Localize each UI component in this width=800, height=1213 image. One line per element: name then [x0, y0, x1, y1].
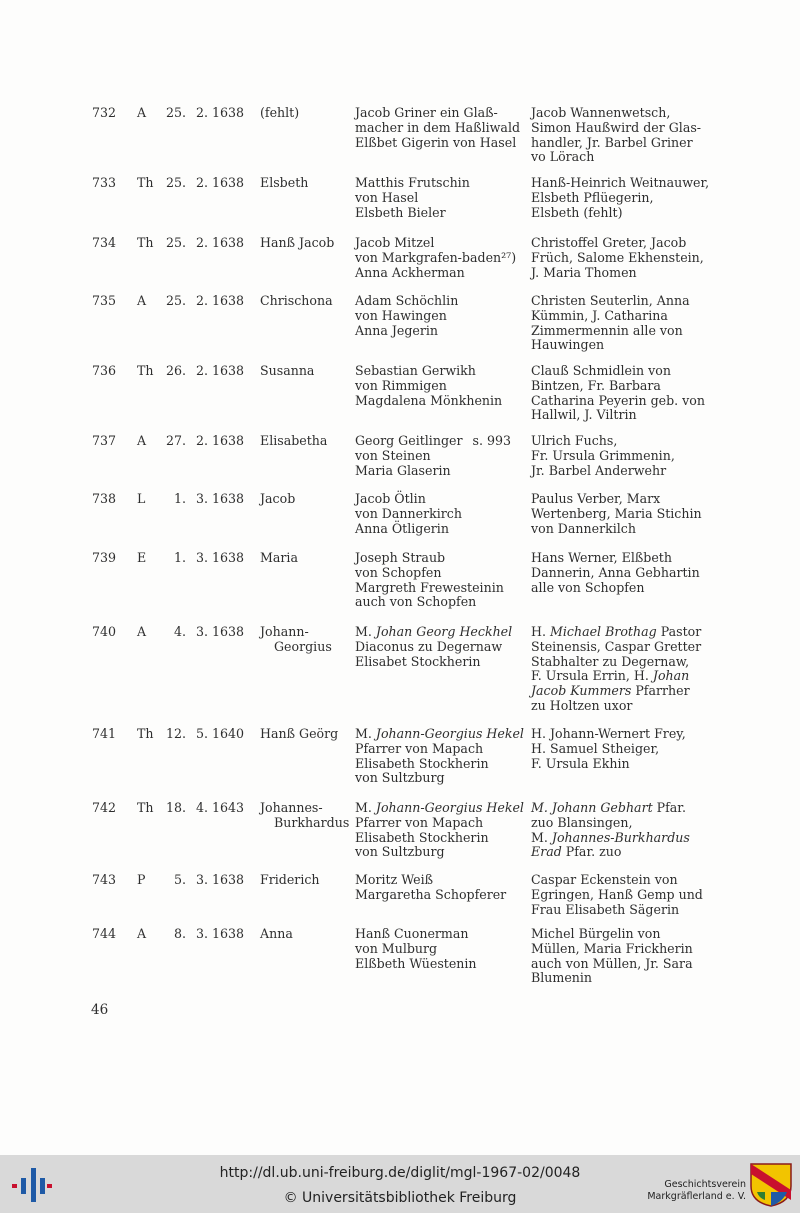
godparents-line: F. Ursula Ekhin [531, 755, 630, 771]
godparents [531, 801, 731, 860]
child-name-line: Jacob [260, 491, 296, 506]
godparents-line: Frau Elisabeth Sägerin [531, 901, 680, 917]
baptism-day: 12. [165, 726, 186, 741]
parents-line: Margreth Frewesteinin [355, 579, 504, 595]
child-name [260, 176, 352, 191]
denomination-mark: Th [137, 175, 154, 190]
parents-line: Diaconus zu Degernaw [355, 638, 503, 654]
parents-line: von Sultzburg [355, 844, 445, 860]
godparents-line: Wertenberg, Maria Stichin [531, 505, 702, 521]
child-name-line: Johannes- [260, 800, 323, 815]
baptism-date: 4. 1643 [196, 800, 245, 815]
baptism-date: 3. 1638 [196, 491, 245, 506]
godparents [531, 625, 731, 714]
denomination-mark: A [137, 105, 147, 120]
child-name-line: Maria [260, 550, 298, 565]
godparents-line: Kümmin, J. Catharina [531, 307, 668, 323]
godparents-line: Stabhalter zu Degernaw, [531, 653, 690, 669]
parents [355, 625, 527, 669]
baptism-day: 25. [165, 293, 186, 308]
baptism-date: 2. 1638 [196, 433, 245, 448]
godparents-line: zuo Blansingen, [531, 814, 633, 830]
parents-line: Elisabeth Stockherin [355, 829, 489, 845]
baptism-date: 3. 1638 [196, 872, 245, 887]
godparents-line: Dannerin, Anna Gebhartin [531, 564, 700, 580]
baptism-day: 1. [173, 491, 186, 506]
society-name [640, 1179, 746, 1203]
entry-number: 735 [92, 293, 117, 308]
godparents-line: Steinensis, Caspar Gretter [531, 638, 702, 654]
baptism-date: 2. 1638 [196, 105, 245, 120]
godparents [531, 927, 731, 986]
entry-number: 732 [92, 105, 117, 120]
godparents-line: Jacob Kummers Pfarrher [531, 683, 690, 699]
parents-line: Elßbeth Wüestenin [355, 955, 477, 971]
child-name-line: Elsbeth [260, 175, 309, 190]
parents-line: Maria Glaserin [355, 462, 451, 478]
godparents-line: Clauß Schmidlein von [531, 363, 671, 378]
child-name [260, 801, 352, 831]
entry-number: 741 [92, 726, 117, 741]
godparents-line: Catharina Peyerin geb. von [531, 392, 705, 408]
parents [355, 434, 527, 478]
denomination-mark: L [137, 491, 146, 506]
entry-number: 744 [92, 926, 117, 941]
godparents-line: handler, Jr. Barbel Griner [531, 134, 693, 150]
parents-line: von Schopfen [355, 564, 442, 580]
child-name [260, 927, 352, 942]
denomination-mark: E [137, 550, 147, 565]
parents-line: Georg Geitlinger [355, 433, 463, 448]
parents-line: von Rimmigen [355, 377, 447, 393]
child-name-line: Hanß Jacob [260, 235, 335, 250]
godparents [531, 434, 731, 478]
godparents-line: zu Holtzen uxor [531, 697, 633, 713]
denomination-mark: Th [137, 363, 154, 378]
parents-line: Elisabeth Stockherin [355, 755, 489, 771]
denomination-mark: A [137, 293, 147, 308]
parents [355, 727, 527, 786]
baptism-date: 3. 1638 [196, 926, 245, 941]
parents [355, 551, 527, 610]
godparents-line: Paulus Verber, Marx [531, 491, 661, 506]
parents-line: M. Johann-Georgius Hekel [355, 800, 524, 815]
child-name-line: Burkhardus [274, 814, 350, 830]
godparents-line: Fr. Ursula Grimmenin, [531, 447, 675, 463]
parents [355, 801, 527, 860]
godparents-line: auch von Müllen, Jr. Sara [531, 955, 693, 971]
godparents-line: Hanß-Heinrich Weitnauwer, [531, 175, 710, 190]
godparents-line: M. Johannes-Burkhardus [531, 829, 690, 845]
godparents-line: Elsbeth Pflüegerin, [531, 189, 654, 205]
child-name-line: Elisabetha [260, 433, 328, 448]
entry-number: 738 [92, 491, 117, 506]
viewer-footer [0, 1155, 800, 1213]
godparents [531, 294, 731, 353]
denomination-mark: P [137, 872, 146, 887]
child-name [260, 492, 352, 507]
godparents-line: Hallwil, J. Viltrin [531, 407, 637, 423]
parents-line: macher in dem Haßliwald [355, 119, 521, 135]
parents-line: Hanß Cuonerman [355, 926, 469, 941]
godparents-line: vo Lörach [531, 149, 595, 165]
parents-line: Sebastian Gerwikh [355, 363, 476, 378]
godparents [531, 364, 731, 423]
parents-line: Joseph Straub [355, 550, 446, 565]
godparents-line: Hauwingen [531, 337, 605, 353]
baptism-day: 25. [165, 175, 186, 190]
parents-line: Jacob Mitzel [355, 235, 435, 250]
godparents-line: Hans Werner, Elßbeth [531, 550, 672, 565]
godparents-line: Zimmermennin alle von [531, 322, 683, 338]
godparents-line: M. Johann Gebhart Pfar. [531, 800, 686, 815]
parents [355, 492, 527, 536]
godparents-line: H. Michael Brothag Pastor [531, 624, 702, 639]
godparents [531, 551, 731, 595]
godparents-line: Christoffel Greter, Jacob [531, 235, 687, 250]
entry-number: 733 [92, 175, 117, 190]
parents-line: von Mulburg [355, 940, 438, 956]
godparents-line: Blumenin [531, 970, 593, 986]
baptism-day: 27. [165, 433, 186, 448]
godparents-line: Früch, Salome Ekhenstein, [531, 249, 704, 265]
godparents-line: Simon Haußwird der Glas- [531, 119, 702, 135]
entry-number: 743 [92, 872, 117, 887]
godparents [531, 727, 731, 771]
child-name [260, 727, 352, 742]
godparents [531, 176, 731, 220]
baptism-date: 3. 1638 [196, 624, 245, 639]
denomination-mark: Th [137, 235, 154, 250]
denomination-mark: A [137, 433, 147, 448]
child-name-line: Johann- [260, 624, 309, 639]
society-name-line: Geschichtsverein [664, 1179, 746, 1190]
entry-number: 739 [92, 550, 117, 565]
godparents-line: J. Maria Thomen [531, 264, 637, 280]
parents-line: von Hasel [355, 189, 419, 205]
parents-line: Elsbeth Bieler [355, 204, 446, 220]
godparents-line: Michel Bürgelin von [531, 926, 661, 941]
entry-number: 742 [92, 800, 117, 815]
parents-line: Matthis Frutschin [355, 175, 470, 190]
society-name-line: Markgräflerland e. V. [647, 1191, 746, 1202]
denomination-mark: Th [137, 726, 154, 741]
baptism-day: 5. [173, 872, 186, 887]
parents-line: Margaretha Schopferer [355, 886, 507, 902]
parents-line: Magdalena Mönkhenin [355, 392, 503, 408]
child-name [260, 294, 352, 309]
parents [355, 364, 527, 408]
godparents-line: alle von Schopfen [531, 579, 645, 595]
parents-line: Anna Jegerin [355, 322, 439, 338]
child-name-line: Susanna [260, 363, 315, 378]
parents [355, 873, 527, 903]
godparents-line: Bintzen, Fr. Barbara [531, 377, 661, 393]
child-name [260, 236, 352, 251]
parents-line: Anna Ackherman [355, 264, 465, 280]
godparents-line: Jr. Barbel Anderwehr [531, 462, 667, 478]
denomination-mark: A [137, 926, 147, 941]
parents-line: von Markgrafen-baden²⁷) [355, 249, 517, 265]
godparents-line: Ulrich Fuchs, [531, 433, 618, 448]
godparents-line: H. Johann-Wernert Frey, [531, 726, 686, 741]
child-name [260, 873, 352, 888]
godparents-line: Christen Seuterlin, Anna [531, 293, 690, 308]
godparents-line: von Dannerkilch [531, 520, 636, 536]
godparents-line: H. Samuel Stheiger, [531, 740, 660, 756]
parents-line: Jacob Griner ein Glaß- [355, 105, 498, 120]
baptism-date: 2. 1638 [196, 293, 245, 308]
child-name [260, 364, 352, 379]
parents-line: Adam Schöchlin [355, 293, 459, 308]
parents-line: Pfarrer von Mapach [355, 740, 484, 756]
document-url[interactable]: http://dl.ub.uni-freiburg.de/diglit/mgl-1967-02/0048 [219, 1165, 581, 1181]
copyright-notice: © Universitätsbibliothek Freiburg [283, 1190, 517, 1206]
child-name [260, 106, 352, 121]
child-name-line: Chrischona [260, 293, 333, 308]
godparents [531, 106, 731, 165]
godparents-line: Caspar Eckenstein von [531, 872, 678, 887]
godparents [531, 236, 731, 280]
parents-line: von Hawingen [355, 307, 447, 323]
parents-line: von Steinen [355, 447, 431, 463]
parents-line: M. Johann-Georgius Hekel [355, 726, 524, 741]
baptism-day: 1. [173, 550, 186, 565]
denomination-mark: Th [137, 800, 154, 815]
coat-of-arms-icon [749, 1162, 793, 1208]
parents [355, 294, 527, 338]
parents-line: Elßbet Gigerin von Hasel [355, 134, 517, 150]
baptism-date: 2. 1638 [196, 235, 245, 250]
parents [355, 176, 527, 220]
child-name [260, 625, 352, 655]
baptism-day: 25. [165, 235, 186, 250]
baptism-date: 2. 1638 [196, 175, 245, 190]
godparents-line: Elsbeth (fehlt) [531, 204, 623, 220]
child-name [260, 551, 352, 566]
cross-reference: s. 993 [472, 433, 511, 448]
page-number: 46 [91, 1002, 109, 1018]
parents [355, 236, 527, 280]
baptism-day: 4. [173, 624, 186, 639]
parents-line: auch von Schopfen [355, 594, 477, 610]
entry-number: 734 [92, 235, 117, 250]
child-name-line: Hanß Geörg [260, 726, 339, 741]
entry-number: 736 [92, 363, 117, 378]
godparents [531, 492, 731, 536]
entry-number: 740 [92, 624, 117, 639]
parents [355, 106, 527, 150]
baptism-date: 5. 1640 [196, 726, 245, 741]
baptism-date: 3. 1638 [196, 550, 245, 565]
godparents [531, 873, 731, 917]
godparents-line: Müllen, Maria Frickherin [531, 940, 693, 956]
godparents-line: Egringen, Hanß Gemp und [531, 886, 703, 902]
child-name-line: (fehlt) [260, 105, 300, 120]
parents-line: Pfarrer von Mapach [355, 814, 484, 830]
parents-line: Elisabet Stockherin [355, 653, 481, 669]
parents-line: Jacob Ötlin [355, 491, 426, 506]
parents-line: Anna Ötligerin [355, 520, 449, 536]
child-name [260, 434, 352, 449]
baptism-date: 2. 1638 [196, 363, 245, 378]
child-name-line: Friderich [260, 872, 320, 887]
parents-line: von Sultzburg [355, 770, 445, 786]
baptism-day: 25. [165, 105, 186, 120]
baptism-day: 8. [173, 926, 186, 941]
godparents-line: F. Ursula Errin, H. Johan [531, 668, 690, 684]
godparents-line: Erad Pfar. zuo [531, 844, 622, 860]
parents [355, 927, 527, 971]
baptism-day: 18. [165, 800, 186, 815]
baptism-day: 26. [165, 363, 186, 378]
parents-line: von Dannerkirch [355, 505, 462, 521]
child-name-line: Georgius [274, 638, 332, 654]
parents-line: Moritz Weiß [355, 872, 434, 887]
godparents-line: Jacob Wannenwetsch, [531, 105, 671, 120]
entry-number: 737 [92, 433, 117, 448]
child-name-line: Anna [260, 926, 293, 941]
denomination-mark: A [137, 624, 147, 639]
parents-line: M. Johan Georg Heckhel [355, 624, 513, 639]
